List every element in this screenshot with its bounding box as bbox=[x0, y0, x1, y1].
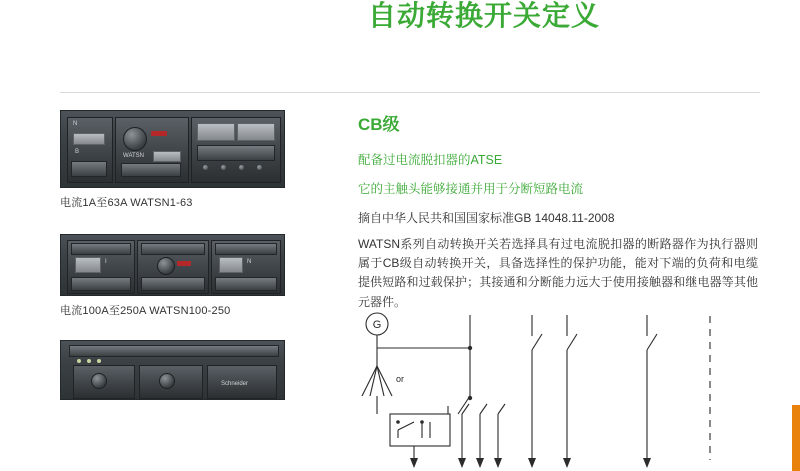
circuit-schematic bbox=[352, 310, 782, 470]
product-item bbox=[60, 234, 320, 318]
definition-line-1: 配备过电流脱扣器的ATSE bbox=[358, 153, 503, 167]
standard-source-line: 摘自中华人民共和国国家标准GB 14048.11-2008 bbox=[358, 210, 615, 225]
product-item bbox=[60, 340, 320, 400]
product-photo-watsn1-63 bbox=[60, 110, 285, 188]
device-label: I bbox=[105, 259, 107, 265]
device-label: N bbox=[247, 259, 252, 265]
or-label: or bbox=[396, 374, 405, 384]
device-label: B bbox=[75, 149, 80, 155]
cb-level-heading: CB级 bbox=[358, 115, 400, 134]
generator-label: G bbox=[372, 319, 382, 331]
page-edge-tab bbox=[792, 405, 800, 471]
definition-line-2: 它的主触头能够接通并用于分断短路电流 bbox=[358, 181, 584, 196]
product-gallery bbox=[60, 110, 320, 414]
horizontal-divider bbox=[60, 92, 760, 93]
device-label: N bbox=[73, 121, 78, 127]
product-photo-large-frame bbox=[60, 340, 285, 400]
definition-body-text: WATSN系列自动转换开关若选择具有过电流脱扣器的断路器作为执行器则属于CB级自动转换开关，具备选择性的保护功能，能对下端的负荷和电缆提供短路和过载保护；其接通和分断能力远大于使用接触器和继电器等其他元器件。 bbox=[358, 236, 758, 309]
product-caption: 电流1A至63A WATSN1-63 bbox=[60, 197, 193, 209]
brand-label: Schneider bbox=[221, 381, 249, 387]
device-label: WATSN bbox=[123, 153, 144, 159]
product-item bbox=[60, 110, 320, 210]
definition-panel bbox=[358, 110, 758, 312]
product-photo-watsn100-250 bbox=[60, 234, 285, 296]
product-caption: 电流100A至250A WATSN100-250 bbox=[60, 305, 231, 317]
page-title: 自动转换开关定义 bbox=[368, 0, 601, 31]
